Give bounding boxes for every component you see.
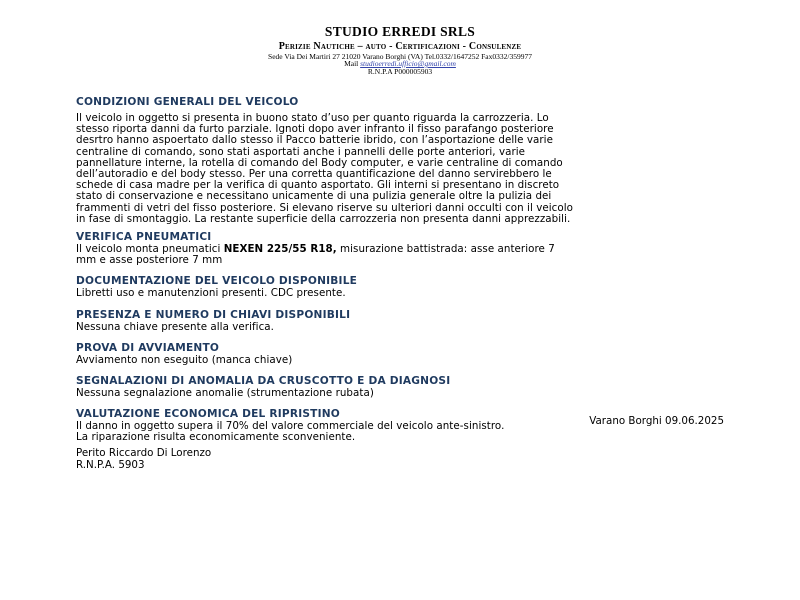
tyre-intro: Il veicolo monta pneumatici <box>76 243 224 256</box>
section-heading: SEGNALAZIONI DI ANOMALIA DA CRUSCOTTO E DA DIAGNOSI <box>76 375 451 388</box>
section-heading: PRESENZA E NUMERO DI CHIAVI DISPONIBILI <box>76 308 351 321</box>
section-chiavi <box>76 309 726 333</box>
section-condizioni <box>76 96 726 225</box>
signer-rnpa: R.N.P.A. 5903 <box>76 459 145 471</box>
text-line: schede di casa madre per la verifica di quanto asportato. Gli interni si presentano in discreto <box>76 179 560 192</box>
section-heading: PROVA DI AVVIAMENTO <box>76 341 220 354</box>
tyre-model: NEXEN 225/55 R18, <box>223 243 337 256</box>
text-line: mm e asse posteriore 7 mm <box>76 254 223 267</box>
mail-link[interactable]: studioerredi.ufficio@gmail.com <box>360 59 456 68</box>
text-line: La riparazione risulta economicamente sconveniente. <box>76 431 356 444</box>
condizioni-paragraph <box>76 113 726 225</box>
section-pneumatici <box>76 231 726 266</box>
section-heading: DOCUMENTAZIONE DEL VEICOLO DISPONIBILE <box>76 275 358 288</box>
text-line: pannellature interne, la rotella di comando del Body computer, e varie centraline di comando <box>76 156 563 169</box>
text-line: dell’autoradio e del body stesso. Per una corretta quantificazione del danno servirebbero le <box>76 168 552 181</box>
documentazione-text: Libretti uso e manutenzioni presenti. CDC presente. <box>76 287 346 300</box>
mail-label: Mail <box>344 59 359 68</box>
text-line: centraline di comando, sono stati asportati anche i pannelli delle porte anteriori, varie <box>76 145 526 158</box>
chiavi-text: Nessuna chiave presente alla verifica. <box>76 320 274 333</box>
text-line: stato di conservazione e necessitano unicamente di una pulizia generale oltre la pulizia dei <box>76 190 552 203</box>
section-heading: VERIFICA PNEUMATICI <box>76 231 212 244</box>
tyre-measure: misurazione battistrada: asse anteriore 7 <box>336 243 555 256</box>
text-line: frammenti di vetri del fisso posteriore. Si elevano riserve su ulteriori danni occulti con il veicolo <box>76 201 573 214</box>
place-date: Varano Borghi 09.06.2025 <box>589 415 724 427</box>
company-name: STUDIO ERREDI SRLS <box>324 24 476 39</box>
text-line: Il veicolo in oggetto si presenta in buono stato d’uso per quanto riguarda la carrozzeria. Lo <box>76 112 549 124</box>
text-line: Il danno in oggetto supera il 70% del valore commerciale del veicolo ante-sinistro. <box>76 420 505 433</box>
letterhead <box>0 25 800 75</box>
company-rnpa: R.N.P.A P000005903 <box>367 66 433 76</box>
section-heading: CONDIZIONI GENERALI DEL VEICOLO <box>76 96 299 108</box>
company-address: Sede Via Dei Martiri 27 21020 Varano Borghi (VA) Tel.0332/1647252 Fax0332/359977 <box>268 51 532 61</box>
text-line: in fase di smontaggio. La restante superficie della carrozzeria non presenta danni apprezzabili. <box>76 212 571 225</box>
signature-block <box>76 447 211 471</box>
text-line: desrtro hanno aspoertato dallo stesso il Pacco batterie ibrido, con l’asportazione delle varie <box>76 134 553 147</box>
section-anomalie <box>76 375 726 399</box>
avviamento-text: Avviamento non eseguito (manca chiave) <box>76 353 293 366</box>
pneumatici-paragraph <box>76 244 726 266</box>
signer-name: Perito Riccardo Di Lorenzo <box>76 447 212 459</box>
section-documentazione <box>76 275 726 299</box>
company-subtitle: Perizie Nautiche – auto - Certificazioni - Consulenze <box>278 40 522 52</box>
report-body <box>76 96 726 444</box>
anomalie-text: Nessuna segnalazione anomalie (strumentazione rubata) <box>76 387 374 400</box>
text-line: stesso riporta danni da furto parziale. Ignoti dopo aver infranto il fisso parafango posteriore <box>76 123 554 136</box>
section-heading: VALUTAZIONE ECONOMICA DEL RIPRISTINO <box>76 408 341 421</box>
section-avviamento <box>76 342 726 366</box>
